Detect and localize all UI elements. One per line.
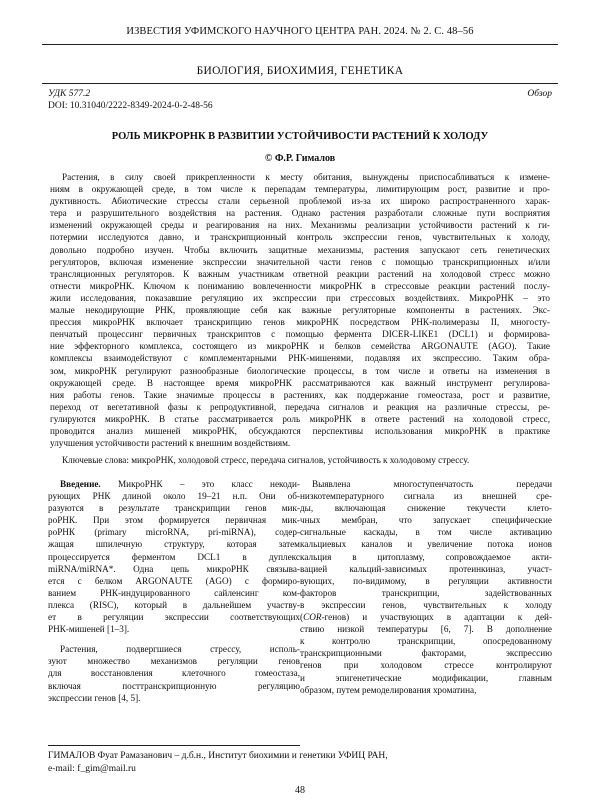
cor-line (300, 611, 552, 623)
cor-open: ( (300, 612, 303, 622)
footnote-author: ГИМАЛОВ Фуат Рамазанович – д.б.н., Институт биохимии и генетики УФИЦ РАН, (48, 751, 388, 761)
body-line: miRNA/miRNA*. Одна цепь микроРНК связыва- (48, 563, 300, 575)
body-line: плекса (RISC), который в дальнейшем участву- (48, 599, 300, 611)
body-line: Растения, подвергшиеся стрессу, исполь- (48, 643, 300, 655)
abstract-line: трансляционных регуляторов. К важным участникам ответной реакции растений на холодовой стресс можно (50, 268, 550, 280)
header-rule (42, 44, 558, 45)
body-line: РНК-мишеней [1–3]. (48, 623, 300, 635)
body-line: к контролю транскрипции, опосредованному (300, 635, 552, 647)
abstract (50, 171, 550, 449)
section-heading: БИОЛОГИЯ, БИОХИМИЯ, ГЕНЕТИКА (0, 65, 600, 77)
body-line: ется с белком ARGONAUTE (AGO) с формиро- (48, 575, 300, 587)
body-line: роРНК (primary microRNA, pri-miRNA), содер- (48, 526, 300, 538)
body-line: транскрипционными факторами, экспрессию (300, 647, 552, 659)
abstract-line: дуктивность. Абиотические стрессы стали серьезной проблемой из-за их широко распространенного харак- (50, 195, 550, 207)
footnote-email[interactable]: e-mail: f_gim@mail.ru (48, 764, 136, 774)
abstract-line: ниям в окружающей среде, в том числе к перепадам температуры, лимитирующим рост, развитие и про- (50, 183, 550, 195)
body-line: ванием РНК-индуцированного сайленсинг ком- (48, 587, 300, 599)
abstract-line: малые некодирующие РНК, проявляющие себя как важные регуляторные компоненты в растениях. Экс- (50, 304, 550, 316)
abstract-line: тера и разрушительного воздействия на растения. Однако растения разработали сложные пути восприятия (50, 207, 550, 219)
abstract-line: улучшения устойчивости растений к внешним воздействиям. (50, 437, 550, 449)
journal-header: ИЗВЕСТИЯ УФИМСКОГО НАУЧНОГО ЦЕНТРА РАН. 2024. № 2. С. 48–56 (0, 26, 600, 37)
body-line: экспрессии генов [4, 5]. (48, 692, 300, 704)
body-line: процессируется ферментом DCL1 в дуплекс (48, 551, 300, 563)
body-line: вующих, по-видимому, в регуляции активности (300, 575, 552, 587)
body-line: факторов транскрипции, задействованных (300, 587, 552, 599)
abstract-line: переход от вегетативной фазы к репродуктивной, передача сигналов и реакция на различные стрессы, ре- (50, 401, 550, 413)
body-line: вацией кальций-зависимых протеинкиназ, участ- (300, 563, 552, 575)
intro-line (48, 478, 300, 490)
abstract-line: комплексы взаимодействуют с комплементарными РНК-мишенями, подавляя их экспрессию. Таким обра- (50, 352, 550, 364)
page-number: 48 (0, 785, 600, 796)
abstract-line: окружающей среде. В настоящее время микроРНК рассматриваются как важный инструмент регулирова- (50, 377, 550, 389)
abstract-line: изменений окружающей среды и реагирования на них. Механизмы реализации устойчивости растений к ги- (50, 219, 550, 231)
body-line: ет в регуляции экспрессии соответствующих (48, 611, 300, 623)
abstract-line: гулируются микроРНК. В статье рассматривается роль микроРНК в ответе растений на холодовой стресс, (50, 413, 550, 425)
abstract-line: Растения, в силу своей прикрепленности к месту обитания, вынуждены приспосабливаться к измене- (50, 171, 550, 183)
section-rule (42, 83, 558, 84)
body-line: генов при холодовом стрессе контролируют (300, 659, 552, 671)
article-author: © Ф.Р. Гималов (0, 153, 600, 164)
body-line: низкотемпературного сигнала из внешней сре- (300, 490, 552, 502)
body-line: ствию низкой температуры [6, 7]. В дополнение (300, 623, 552, 635)
intro-text: МикроРНК – это класс некоди- (101, 479, 300, 489)
article-type: Обзор (527, 89, 552, 99)
body-line: зуют множество механизмов регуляции генов (48, 655, 300, 667)
body-line: в экспрессии генов, чувствительных к холоду (300, 599, 552, 611)
right-column (300, 478, 552, 696)
body-line: ды, включающая снижение текучести клето- (300, 502, 552, 514)
abstract-line: потермии исследуются давно, и транскрипционный контроль экспрессии генов, чувствительных к холоду, (50, 231, 550, 243)
footnote-rule (48, 745, 300, 746)
keywords: Ключевые слова: микроРНК, холодовой стресс, передача сигналов, устойчивость к холодовому стрессу. (50, 454, 550, 466)
body-line: жащая шпилечную структуру, которая затем (48, 538, 300, 550)
body-line: кальция в цитоплазму, сопровождаемое акти- (300, 551, 552, 563)
body-line: чных мембран, что запускает специфические (300, 514, 552, 526)
cor-term: COR (303, 612, 321, 622)
udk-code: УДК 577.2 (48, 89, 90, 99)
body-line: Выявлена многоступенчатость передачи (300, 478, 552, 490)
abstract-line: регуляторов, включая изменение экспрессии значительной части генов с помощью транскрипционных и/или (50, 256, 550, 268)
abstract-line: пенчатый процессинг первичных транскриптов с помощью фермента DICER-LIKE1 (DCL1) и формирова- (50, 328, 550, 340)
body-line: кальциевых каналов и увеличение потока ионов (300, 538, 552, 550)
abstract-line: прессия микроРНК включает транскрипцию генов микроРНК посредством РНК-полимеразы II, многосту- (50, 316, 550, 328)
body-line: сигнальные каскады, в том числе активацию (300, 526, 552, 538)
intro-label: Введение. (60, 479, 101, 489)
abstract-line: зом, микроРНК регулируют разнообразные биологические процессы, в том числе и ответы на изменения в (50, 365, 550, 377)
body-line: роРНК. При этом формируется первичная мик- (48, 514, 300, 526)
doi-link[interactable]: DOI: 10.31040/2222-8349-2024-0-2-48-56 (48, 101, 213, 111)
abstract-line: ние эффекторного комплекса, состоящего из микроРНК и белков семейства ARGONAUTE (AGO). Такие (50, 340, 550, 352)
body-line: разуются в результате транскрипции генов мик- (48, 502, 300, 514)
body-line: рующих РНК длиной около 19–21 н.п. Они об- (48, 490, 300, 502)
article-title: РОЛЬ МИКРОРНК В РАЗВИТИИ УСТОЙЧИВОСТИ РАСТЕНИЙ К ХОЛОДУ (0, 131, 600, 142)
left-column (48, 478, 300, 704)
body-line: для восстановления клеточного гомеостаза, (48, 667, 300, 679)
abstract-line: довольно подробно изучен. Чтобы включить защитные механизмы, растения запускают сеть генетических (50, 244, 550, 256)
body-line: и эпигенетические модификации, главным (300, 672, 552, 684)
body-line: образом, путем ремоделирования хроматина, (300, 684, 552, 696)
body-line: включая посттранскрипционную регуляцию (48, 680, 300, 692)
cor-rest: -генов) и участвующих в адаптации к дей- (321, 612, 552, 622)
abstract-line: жили исследования, показавшие регуляцию их экспрессии при стрессовых воздействиях. МикроРНК – это (50, 292, 550, 304)
abstract-line: отнести микроРНК. Ключом к пониманию вовлеченности микроРНК в стрессовые реакции растений послу- (50, 280, 550, 292)
abstract-line: проводится анализ мишеней микроРНК, обсуждаются перспективы использования микроРНК в практике (50, 425, 550, 437)
abstract-line: ния работы генов. Такие значимые процессы в растениях, как поддержание гомеостаза, рост и развитие, (50, 389, 550, 401)
